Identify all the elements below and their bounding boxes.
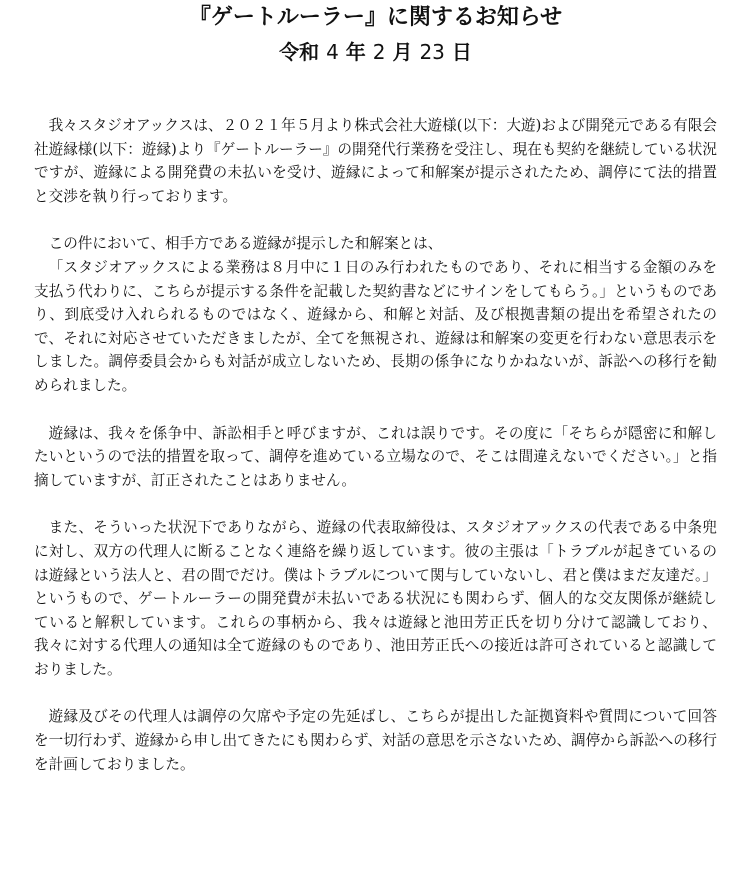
paragraph-representative-contact: また、そういった状況下でありながら、遊縁の代表取締役は、スタジオアックスの代表である中条兜に対し、双方の代理人に断ることなく連絡を繰り返しています。彼の主張は「トラブルが起きているのは遊縁という法人と、君の間でだけ。僕はトラブルについて関与していないし、君と僕はまだ友達だ。」というもので、ゲートルーラーの開発費が未払いである状況にも関わらず、個人的な交友関係が継続していると解釈しています。これらの事柄から、我々は遊縁と池田芳正氏を切り分けて認識しており、我々に対する代理人の通知は全て遊縁のものであり、池田芳正氏への接近は許可されていると認識しておりました。 xyxy=(34,519,717,678)
document-body xyxy=(34,114,717,776)
date-era: 令和 xyxy=(279,40,320,64)
date-year-unit: 年 xyxy=(345,40,366,64)
paragraph-settlement-quote: 「スタジオアックスによる業務は８月中に１日のみ行われたものであり、それに相当する金額のみを支払う代わりに、こちらが提示する条件を記載した契約書などにサインをしてもらう。」というものであり、到底受け入れられるものではなく、遊縁から、和解と対話、及び根拠書類の提出を希望されたので、それに対応させていただきましたが、全てを無視され、遊縁は和解案の変更を行わない意思表示をしました。調停委員会からも対話が成立しないため、長期の係争になりかねないが、訴訟への移行を勧められました。 xyxy=(34,258,717,394)
document-title: 『ゲートルーラー』に関するお知らせ xyxy=(188,5,563,30)
date-day: 23 xyxy=(419,40,445,64)
document-date xyxy=(34,38,717,66)
paragraph-settlement-intro: この件において、相手方である遊縁が提示した和解案とは、 xyxy=(48,235,443,253)
date-month: 2 xyxy=(372,40,386,64)
date-year: 4 xyxy=(326,40,339,64)
date-day-unit: 日 xyxy=(451,40,472,64)
paragraph-contract-background: 我々スタジオアックスは、２０２１年５月より株式会社大遊様(以下：大遊)および開発元である有限会社遊縁様(以下：遊縁)より『ゲートルーラー』の開発代行業務を受注し、現在も契約を継続している状況ですが、遊縁による開発費の未払いを受け、遊縁によって和解案が提示されたため、調停にて法的措置と交渉を執り行っております。 xyxy=(34,117,717,205)
date-month-unit: 月 xyxy=(392,40,413,64)
paragraph-litigation-partner: 遊縁は、我々を係争中、訴訟相手と呼びますが、これは誤りです。その度に「そちらが隠密に和解したいというので法的措置を取って、調停を進めている立場なので、そこは間違えないでください。」と指摘していますが、訂正されたことはありません。 xyxy=(34,424,717,489)
paragraph-mediation-absence: 遊縁及びその代理人は調停の欠席や予定の先延ばし、こちらが提出した証拠資料や質問について回答を一切行わず、遊縁から申し出てきたにも関わらず、対話の意思を示さないため、調停から訴訟への移行を計画しておりました。 xyxy=(34,708,717,773)
